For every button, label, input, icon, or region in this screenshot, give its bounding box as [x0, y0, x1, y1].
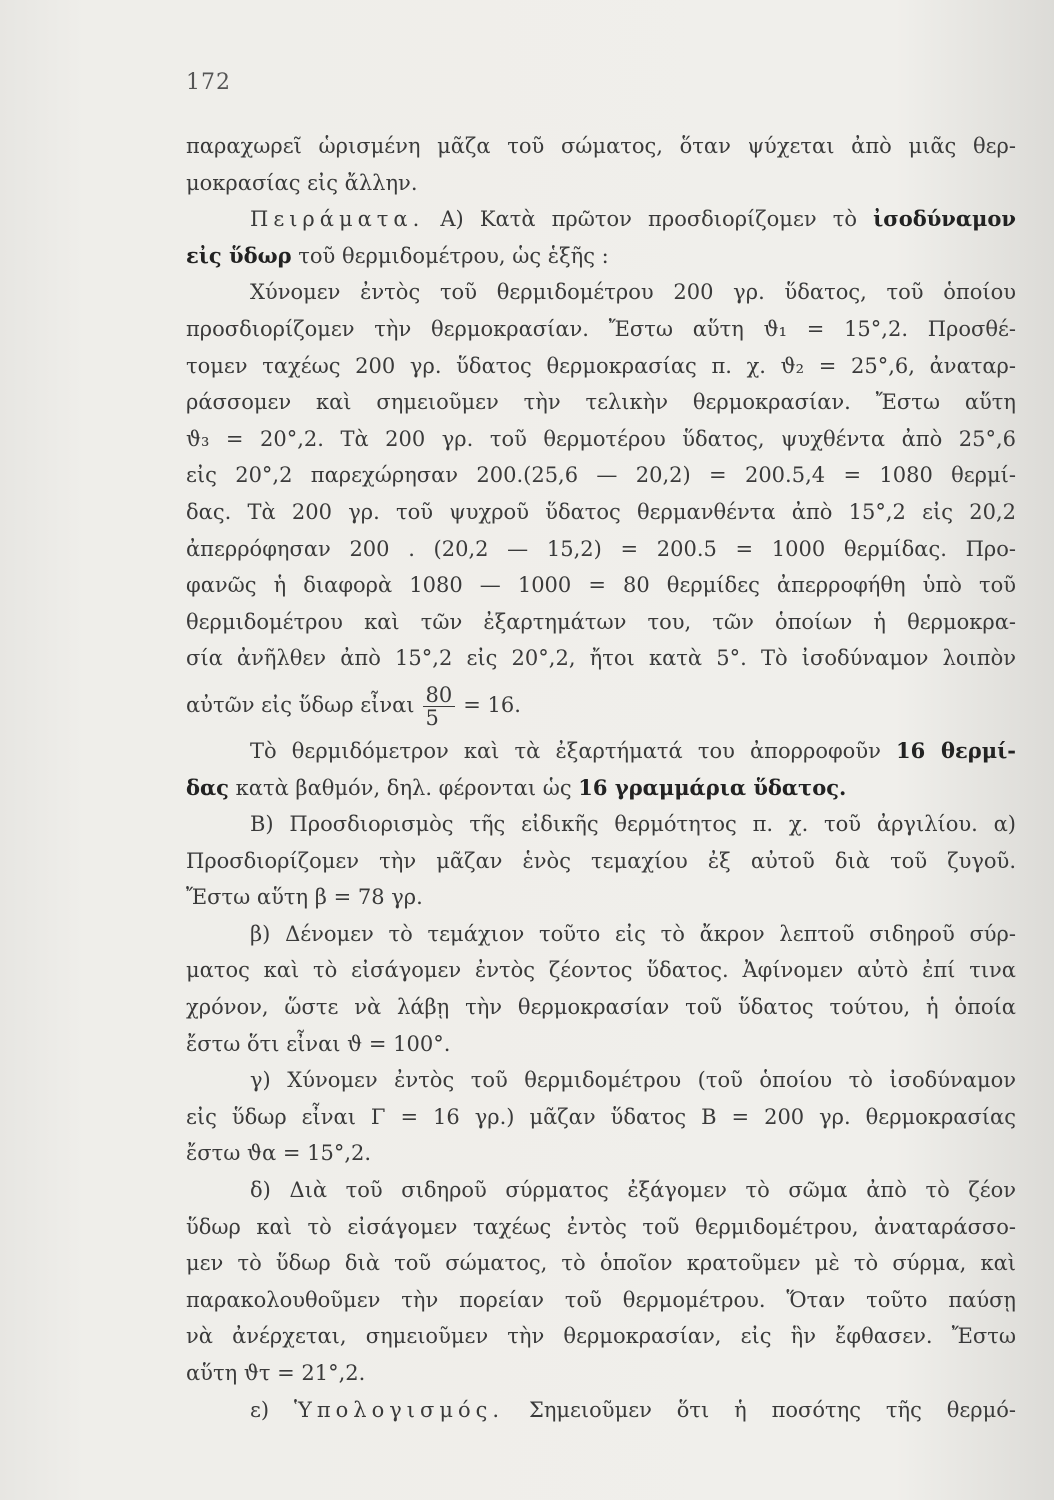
text-line: θερμιδομέτρου καὶ τῶν ἐξαρτημάτων του, τῶν ὁποίων ἡ θερμοκρα- — [186, 609, 1016, 634]
text-line: Χύνομεν ἐντὸς τοῦ θερμιδομέτρου 200 γρ. ὕδατος, τοῦ ὁποίου — [250, 280, 1016, 305]
bold-term: εἰς ὕδωρ — [186, 242, 292, 268]
text-line — [186, 201, 1016, 238]
line-segment: Τὸ θερμιδόμετρον καὶ τὰ ἐξαρτήματά του ἀπορροφοῦν — [250, 738, 896, 763]
text-line: χρόνον, ὥστε νὰ λάβῃ τὴν θερμοκρασίαν τοῦ ὕδατος τούτου, ἡ ὁποία — [186, 995, 1016, 1020]
line-segment: κατὰ βαθμόν, δηλ. φέρονται ὡς — [228, 775, 579, 800]
line-segment: αὐτῶν εἰς ὕδωρ εἶναι — [186, 692, 415, 717]
text-line: εἰς ὕδωρ εἶναι Γ = 16 γρ.) μᾶζαν ὕδατος Β = 200 γρ. θερμοκρασίας — [186, 1104, 1016, 1129]
text-line — [186, 770, 1016, 807]
line-segment: τοῦ θερμιδομέτρου, ὡς ἑξῆς : — [291, 243, 609, 268]
text-line: μοκρασίας εἰς ἄλλην. — [186, 170, 418, 195]
text-line: ματος καὶ τὸ εἰσάγομεν ἐντὸς ζέοντος ὕδατος. Ἀφίνομεν αὐτὸ ἐπί τινα — [186, 958, 1016, 983]
text-line: νὰ ἀνέρχεται, σημειοῦμεν τὴν θερμοκρασίαν, εἰς ἣν ἔφθασεν. Ἔστω — [186, 1324, 1016, 1349]
line-segment: = 16. — [463, 692, 521, 717]
line-segment: Α) Κατὰ πρῶτον προσδιορίζομεν τὸ — [424, 207, 874, 232]
section-heading-calculation: Ὑπολογισμός. — [293, 1397, 505, 1422]
fraction-denominator: 5 — [425, 705, 439, 730]
text-line — [186, 238, 1016, 275]
bold-term: 16 θερμί- — [896, 737, 1016, 763]
text-line: δ) Διὰ τοῦ σιδηροῦ σύρματος ἐξάγομεν τὸ σῶμα ἀπὸ τὸ ζέον — [250, 1178, 1016, 1203]
text-line: ἀπερρόφησαν 200 . (20,2 — 15,2) = 200.5 = 1000 θερμίδας. Προ- — [186, 536, 1016, 561]
page-number: 172 — [186, 70, 231, 95]
text-line: δας. Τὰ 200 γρ. τοῦ ψυχροῦ ὕδατος θερμανθέντα ἀπὸ 15°,2 εἰς 20,2 — [186, 499, 1016, 524]
fraction-numerator: 80 — [423, 684, 456, 707]
fraction — [423, 684, 456, 729]
text-line: παρακολουθοῦμεν τὴν πορείαν τοῦ θερμομέτρου. Ὅταν τοῦτο παύσῃ — [186, 1287, 1016, 1312]
bold-term: δας — [186, 774, 229, 800]
line-segment: Σημειοῦμεν ὅτι ἡ ποσότης τῆς θερμό- — [504, 1397, 1016, 1422]
bold-term: ἰσοδύναμον — [873, 206, 1016, 232]
text-line: προσδιορίζομεν τὴν θερμοκρασίαν. Ἔστω αὕτη ϑ₁ = 15°,2. Προσθέ- — [186, 316, 1016, 341]
section-heading-experiments: Πειράματα. — [250, 207, 425, 232]
text-line: ϑ₃ = 20°,2. Τὰ 200 γρ. τοῦ θερμοτέρου ὕδατος, ψυχθέντα ἀπὸ 25°,6 — [186, 426, 1016, 451]
body-text — [186, 128, 1016, 1428]
line-segment: ε) — [250, 1397, 294, 1422]
text-line: ἔστω ϑα = 15°,2. — [186, 1141, 372, 1166]
text-line: φανῶς ἡ διαφορὰ 1080 — 1000 = 80 θερμίδες ἀπερροφήθη ὑπὸ τοῦ — [186, 573, 1016, 598]
text-line-fraction — [186, 677, 1016, 733]
text-line — [186, 733, 1016, 770]
text-line: σία ἀνῆλθεν ἀπὸ 15°,2 εἰς 20°,2, ἤτοι κατὰ 5°. Τὸ ἰσοδύναμον λοιπὸν — [186, 646, 1016, 671]
text-line — [186, 1392, 1016, 1429]
text-line: αὕτη ϑτ = 21°,2. — [186, 1361, 366, 1385]
text-line: Β) Προσδιορισμὸς τῆς εἰδικῆς θερμότητος π. χ. τοῦ ἀργιλίου. α) — [250, 812, 1016, 837]
text-line: ράσσομεν καὶ σημειοῦμεν τὴν τελικὴν θερμοκρασίαν. Ἔστω αὕτη — [186, 390, 1016, 415]
text-line: μεν τὸ ὕδωρ διὰ τοῦ σώματος, τὸ ὁποῖον κρατοῦμεν μὲ τὸ σύρμα, καὶ — [186, 1251, 1016, 1276]
bold-term: 16 γραμμάρια ὕδατος. — [578, 774, 847, 800]
text-line: εἰς 20°,2 παρεχώρησαν 200.(25,6 — 20,2) = 200.5,4 = 1080 θερμί- — [186, 463, 1016, 488]
text-line: παραχωρεῖ ὡρισμένη μᾶζα τοῦ σώματος, ὅταν ψύχεται ἀπὸ μιᾶς θερ- — [186, 134, 1016, 158]
text-line: γ) Χύνομεν ἐντὸς τοῦ θερμιδομέτρου (τοῦ ὁποίου τὸ ἰσοδύναμον — [250, 1068, 1016, 1093]
text-line: τομεν ταχέως 200 γρ. ὕδατος θερμοκρασίας π. χ. ϑ₂ = 25°,6, ἀναταρ- — [186, 353, 1016, 378]
text-line: Ἔστω αὕτη β = 78 γρ. — [186, 885, 423, 910]
text-line: ὕδωρ καὶ τὸ εἰσάγομεν ταχέως ἐντὸς τοῦ θερμιδομέτρου, ἀναταράσσο- — [186, 1214, 1016, 1239]
text-line: ἔστω ὅτι εἶναι ϑ = 100°. — [186, 1031, 451, 1056]
text-line: β) Δένομεν τὸ τεμάχιον τοῦτο εἰς τὸ ἄκρον λεπτοῦ σιδηροῦ σύρ- — [250, 921, 1016, 946]
text-line: Προσδιορίζομεν τὴν μᾶζαν ἑνὸς τεμαχίου ἐξ αὐτοῦ διὰ τοῦ ζυγοῦ. — [186, 848, 1016, 873]
